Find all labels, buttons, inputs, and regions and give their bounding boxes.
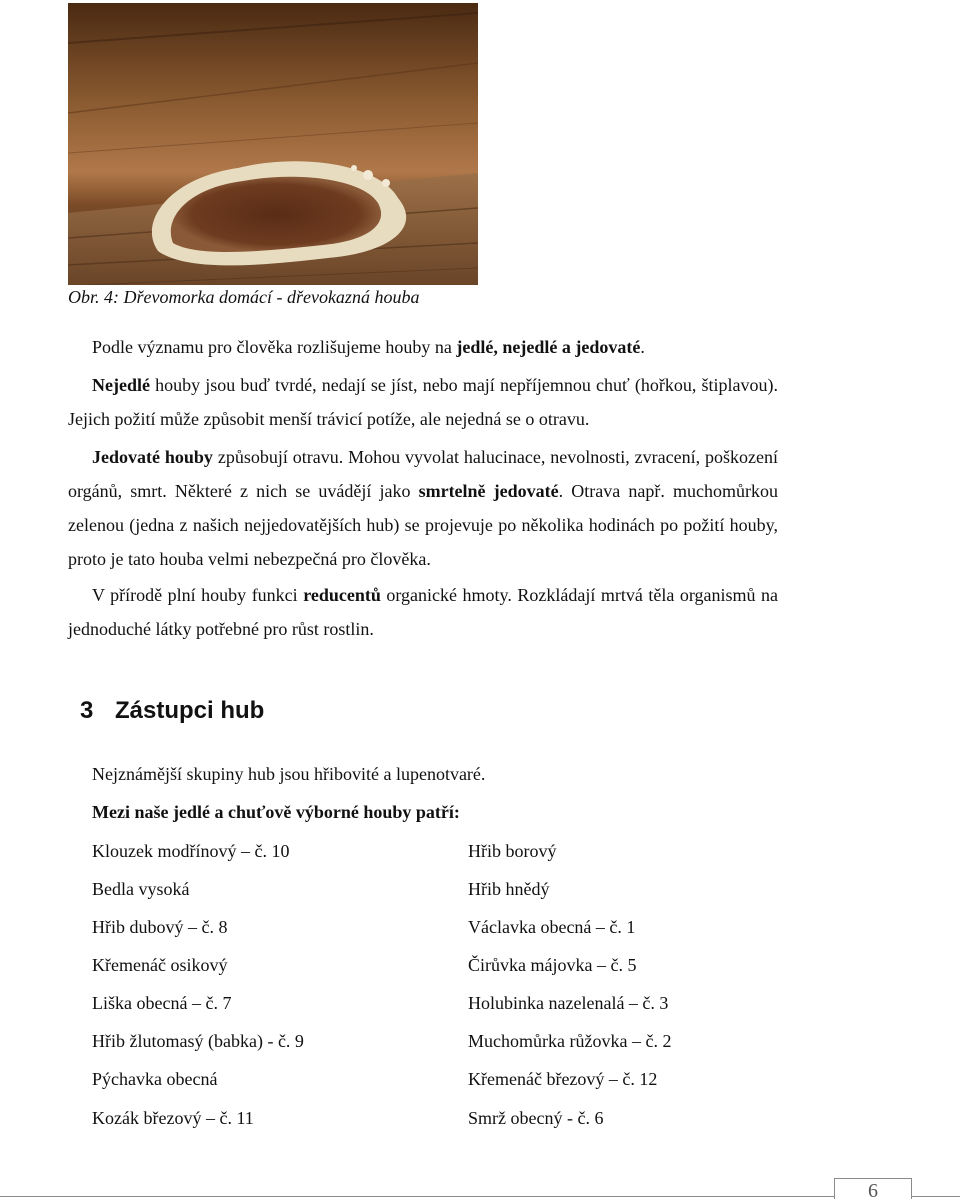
section-subheading: Mezi naše jedlé a chuťově výborné houby patří:	[92, 802, 460, 822]
mushroom-left-2: Bedla vysoká	[92, 879, 190, 899]
mushroom-right-5: Holubinka nazelenalá – č. 3	[468, 993, 669, 1013]
footer-rule	[0, 1196, 960, 1197]
paragraph-reducents: V přírodě plní houby funkci reducentů organické hmoty. Rozkládají mrtvá těla organismů na jednoduché látky potřebné pro růst rostlin.	[68, 585, 778, 639]
mushroom-left-6: Hřib žlutomasý (babka) - č. 9	[92, 1031, 304, 1051]
mushroom-right-7: Křemenáč březový – č. 12	[468, 1069, 658, 1089]
section-intro: Nejznámější skupiny hub jsou hřibovité a lupenotvaré.	[92, 764, 486, 784]
paragraph-edibility: Podle významu pro člověka rozlišujeme houby na jedlé, nejedlé a jedovaté.	[92, 337, 645, 357]
paragraph-inedible: Nejedlé houby jsou buď tvrdé, nedají se jíst, nebo mají nepříjemnou chuť (hořkou, štiplavou). Jejich požití může způsobit menší trávicí potíže, ale nejedná se o otravu.	[68, 375, 778, 429]
figure-caption: Obr. 4: Dřevomorka domácí - dřevokazná houba	[68, 287, 420, 307]
mushroom-left-1: Klouzek modřínový – č. 10	[92, 841, 290, 861]
mushroom-right-2: Hřib hnědý	[468, 879, 550, 899]
mushroom-left-5: Liška obecná – č. 7	[92, 993, 232, 1013]
mushroom-left-3: Hřib dubový – č. 8	[92, 917, 228, 937]
page-number-box	[834, 1178, 912, 1202]
section-heading	[80, 695, 264, 727]
mushroom-right-8: Smrž obecný - č. 6	[468, 1108, 604, 1128]
mushroom-right-6: Muchomůrka růžovka – č. 2	[468, 1031, 672, 1051]
paragraph-poisonous: Jedovaté houby způsobují otravu. Mohou vyvolat halucinace, nevolnosti, zvracení, poškození orgánů, smrt. Některé z nich se uvádějí jako smrtelně jedovaté. Otrava např. muchomůrkou zelenou (jedna z našich nejjedovatějších hub) se projevuje po několika hodinách po požití houby, proto je tato houba velmi nebezpečná pro člověka.	[68, 447, 779, 569]
mushroom-left-8: Kozák březový – č. 11	[92, 1108, 254, 1128]
mushroom-right-4: Čirůvka májovka – č. 5	[468, 955, 637, 975]
mushroom-left-7: Pýchavka obecná	[92, 1069, 218, 1089]
dry-rot-fungus-photo	[68, 3, 478, 285]
mushroom-right-1: Hřib borový	[468, 841, 557, 861]
mushroom-right-3: Václavka obecná – č. 1	[468, 917, 636, 937]
mushroom-left-4: Křemenáč osikový	[92, 955, 228, 975]
section-number: 3	[80, 697, 94, 724]
figure-photo	[68, 3, 478, 285]
page-number: 6	[868, 1180, 878, 1202]
section-title: Zástupci hub	[115, 697, 265, 724]
